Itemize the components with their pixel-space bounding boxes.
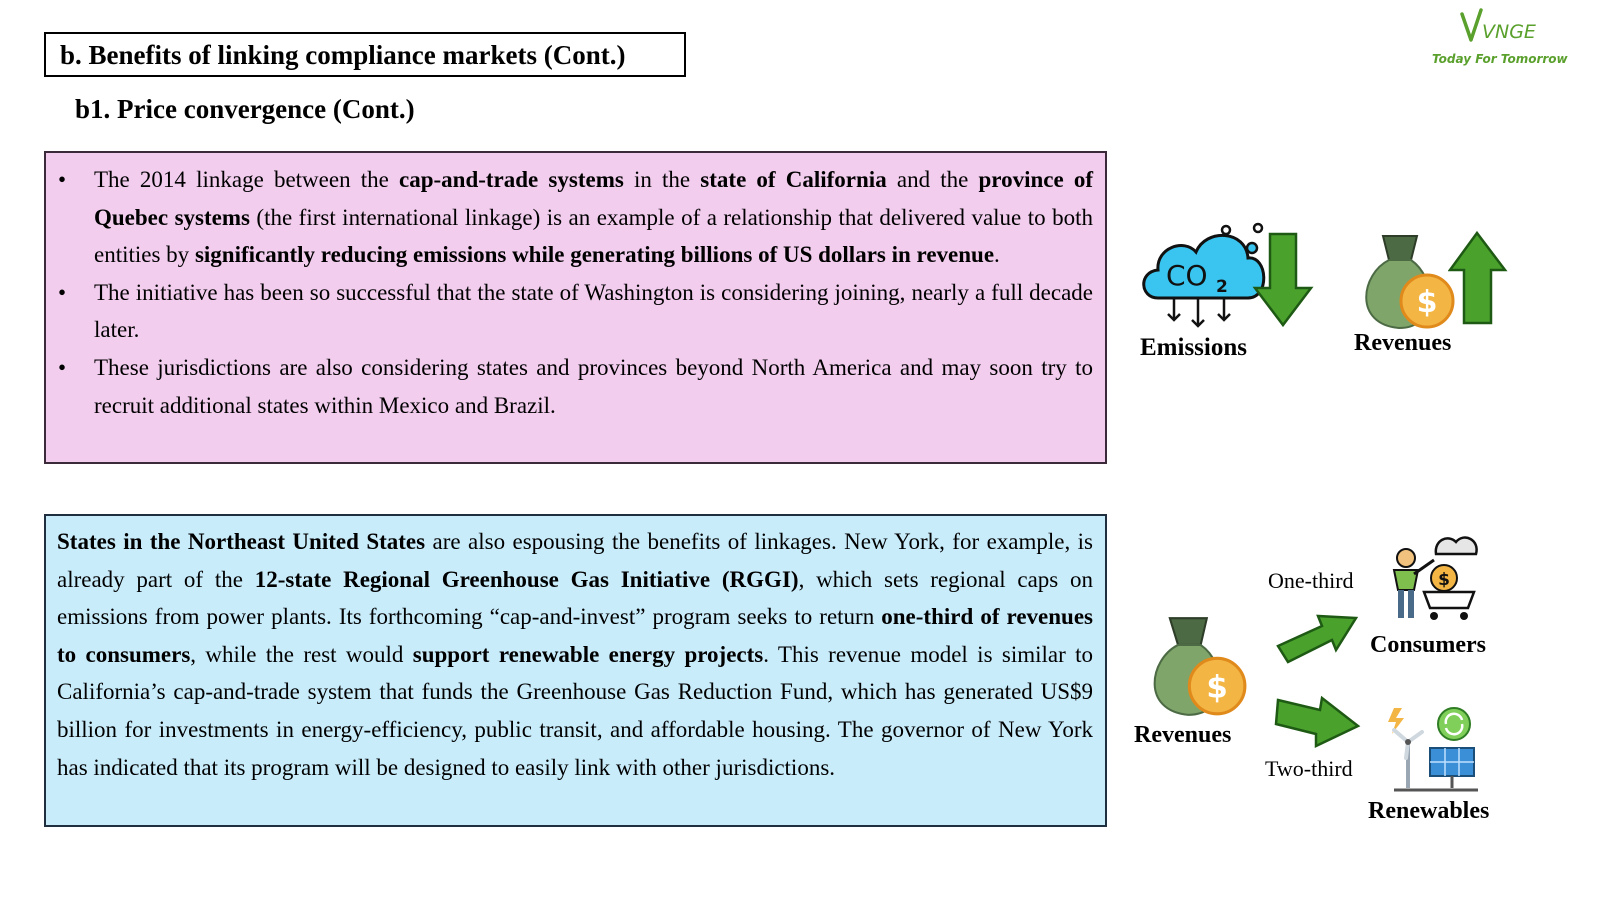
svg-text:$: $ — [1438, 570, 1450, 590]
slide-title-text: b. Benefits of linking compliance markets (Cont.) — [60, 40, 626, 70]
money-bag-icon — [1355, 228, 1455, 333]
revenues-label-top: Revenues — [1354, 330, 1452, 356]
arrow-up-icon — [1448, 230, 1508, 326]
wind-solar-icon — [1386, 702, 1482, 794]
logo-tagline: Today For Tomorrow — [1432, 52, 1568, 66]
slide-subtitle: b1. Price convergence (Cont.) — [75, 94, 415, 124]
emissions-label: Emissions — [1140, 334, 1247, 361]
svg-text:2: 2 — [1216, 277, 1228, 297]
consumer-cart-icon — [1384, 530, 1484, 622]
logo-text: VNGE — [1482, 21, 1536, 43]
renewables-label: Renewables — [1368, 798, 1490, 824]
bullet-list — [94, 161, 1093, 424]
arrow-right-icon — [1274, 606, 1362, 666]
money-bag-icon — [1142, 612, 1247, 720]
northeast-states-panel: States in the Northeast United States are also espousing the benefits of linkages. New York, for example, is already part of the 12-state Regional Greenhouse Gas Initiative (RGGI), which sets regional caps on emissions from power plants. Its forthcoming “cap-and-invest” program seeks to return one-third of revenues to consumers, while the rest would support renewable energy projects. This revenue model is similar to California’s cap-and-trade system that funds the Greenhouse Gas Reduction Fund, which has generated US$9 billion for investments in energy-efficiency, public transit, and affordable housing. The governor of New York has indicated that its program will be designed to easily link with other jurisdictions. — [44, 514, 1107, 827]
bullet-item-washington: • The initiative has been so successful that the state of Washington is considering joining, nearly a full decade later. — [94, 274, 1093, 349]
svg-text:$: $ — [1206, 669, 1228, 706]
bullet-item-jurisdictions: • These jurisdictions are also considering states and provinces beyond North America and may soon try to recruit additional states within Mexico and Brazil. — [94, 349, 1093, 424]
consumers-label: Consumers — [1370, 632, 1487, 658]
arrow-right-icon — [1274, 694, 1362, 750]
bullet-item-linkage: • The 2014 linkage between the cap-and-trade systems in the state of California and the province of Quebec systems (the first international linkage) is an example of a relationship that delivered value to both entities by significantly reducing emissions while generating billions of US dollars in revenue. — [94, 161, 1093, 274]
arrow-down-icon — [1252, 232, 1314, 328]
california-quebec-panel — [44, 151, 1107, 464]
revenues-label-bottom: Revenues — [1134, 722, 1232, 748]
slide-title — [44, 32, 686, 77]
svg-text:CO: CO — [1166, 259, 1208, 292]
one-third-label: One-third — [1268, 568, 1354, 593]
two-third-label: Two-third — [1265, 756, 1353, 781]
svg-text:$: $ — [1416, 285, 1438, 320]
